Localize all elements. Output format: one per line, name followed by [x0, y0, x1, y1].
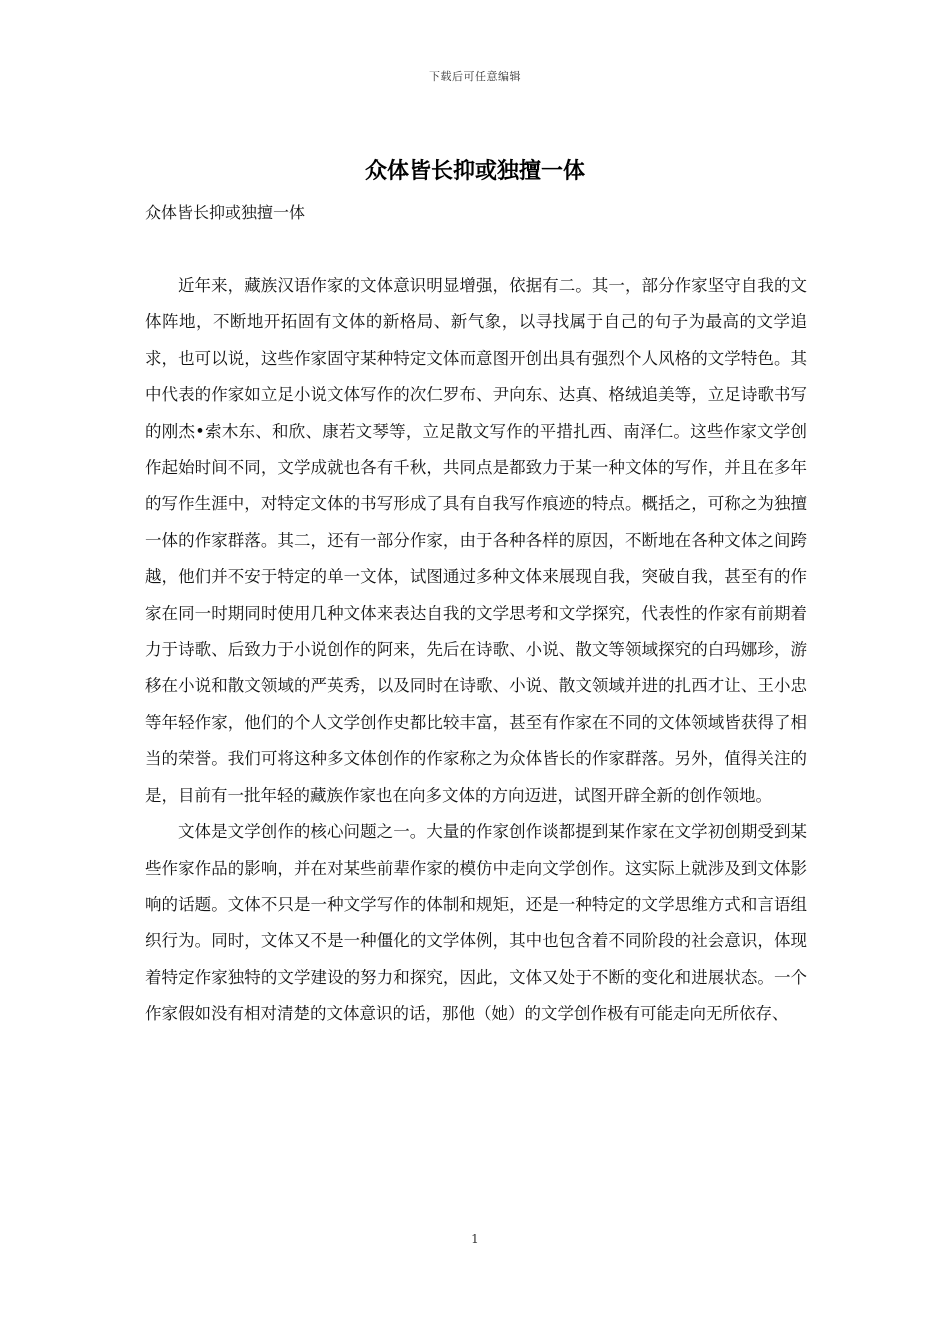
document-subtitle: 众体皆长抑或独擅一体 — [145, 203, 306, 222]
paragraph-1: 近年来，藏族汉语作家的文体意识明显增强，依据有二。其一，部分作家坚守自我的文体阵地，不断地开拓固有文体的新格局、新气象，以寻找属于自己的句子为最高的文学追求，也可以说，这些作家固守某种特定文体而意图开创出具有强烈个人风格的文学特色。其中代表的作家如立足小说文体写作的次仁罗布、尹向东、达真、格绒追美等，立足诗歌书写的刚杰•索木东、和欣、康若文琴等，立足散文写作的平措扎西、南泽仁。这些作家文学创作起始时间不同，文学成就也各有千秋，共同点是都致力于某一种文体的写作，并且在多年的写作生涯中，对特定文体的书写形成了具有自我写作痕迹的特点。概括之，可称之为独擅一体的作家群落。其二，还有一部分作家，由于各种各样的原因，不断地在各种文体之间跨越，他们并不安于特定的单一文体，试图通过多种文体来展现自我，突破自我，甚至有的作家在同一时期同时使用几种文体来表达自我的文学思考和文学探究，代表性的作家有前期着力于诗歌、后致力于小说创作的阿来，先后在诗歌、小说、散文等领域探究的白玛娜珍，游移在小说和散文领域的严英秀，以及同时在诗歌、小说、散文领域并进的扎西才让、王小忠等年轻作家，他们的个人文学创作史都比较丰富，甚至有作家在不同的文体领域皆获得了相当的荣誉。我们可将这种多文体创作的作家称之为众体皆长的作家群落。另外，值得关注的是，目前有一批年轻的藏族作家也在向多文体的方向迈进，试图开辟全新的创作领地。 — [145, 276, 807, 805]
document-body — [145, 268, 807, 1033]
document-title: 众体皆长抑或独擅一体 — [364, 158, 585, 184]
page-number: 1 — [471, 1232, 479, 1246]
paragraph-2: 文体是文学创作的核心问题之一。大量的作家创作谈都提到某作家在文学初创期受到某些作家作品的影响，并在对某些前辈作家的模仿中走向文学创作。这实际上就涉及到文体影响的话题。文体不只是一种文学写作的体制和规矩，还是一种特定的文学思维方式和言语组织行为。同时，文体又不是一种僵化的文学体例，其中也包含着不同阶段的社会意识，体现着特定作家独特的文学建设的努力和探究，因此，文体又处于不断的变化和进展状态。一个作家假如没有相对清楚的文体意识的话，那他（她）的文学创作极有可能走向无所依存、 — [145, 822, 807, 1024]
header-note: 下载后可任意编辑 — [429, 70, 521, 83]
